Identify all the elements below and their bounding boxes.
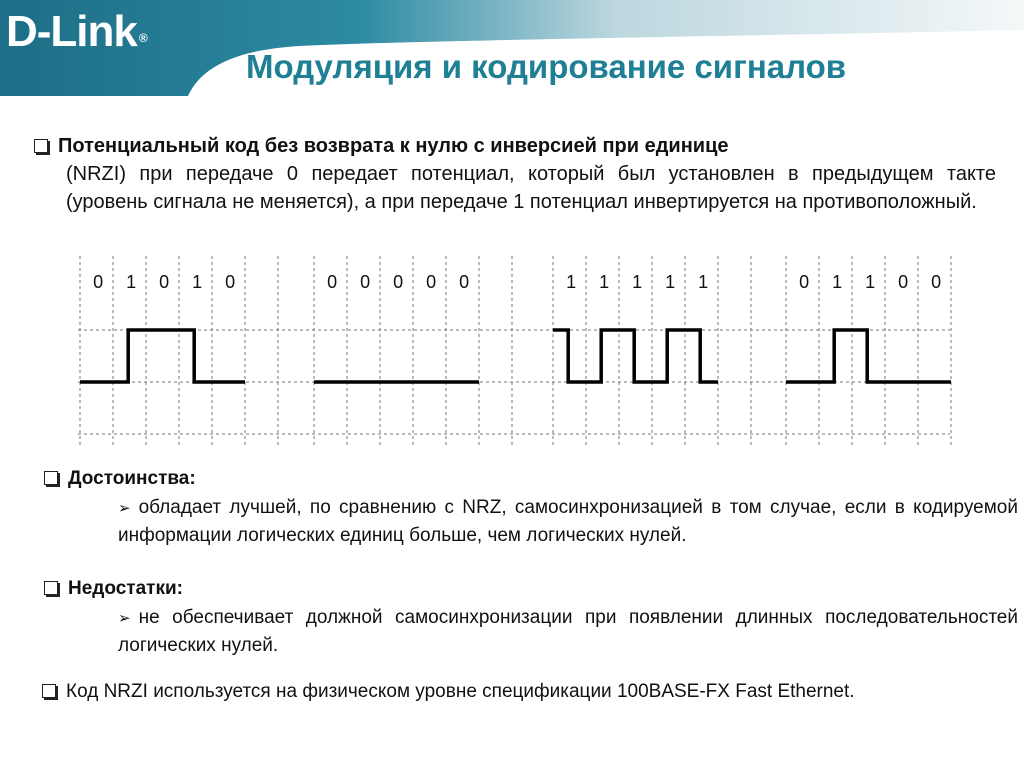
bit-label: 1 (632, 272, 643, 292)
checkbox-bullet-icon (44, 471, 58, 485)
intro-body: (NRZI) при передаче 0 передает потенциал, который был установлен в предыдущем такте (уровень сигнала не меняется), а при передаче 1 потенциал инвертируется на противоположный. (66, 163, 996, 213)
signal-waveform (80, 330, 245, 382)
disadvantages-heading (44, 578, 183, 600)
advantages-item (118, 494, 1018, 549)
bit-label: 1 (698, 272, 709, 292)
registered-mark: ® (138, 31, 147, 45)
bit-label: 0 (799, 272, 810, 292)
d-link-logo (6, 6, 147, 58)
signal-waveform (553, 330, 718, 382)
bit-label: 1 (665, 272, 676, 292)
checkbox-bullet-icon (42, 684, 56, 698)
advantages-heading (44, 468, 196, 490)
bit-label: 1 (865, 272, 876, 292)
bit-label: 1 (126, 272, 137, 292)
slide-title: Модуляция и кодирование сигналов (246, 48, 847, 85)
arrow-bullet-icon: ➢ (118, 500, 131, 517)
bit-label: 0 (898, 272, 909, 292)
footer-text: Код NRZI используется на физическом уровне спецификации 100BASE-FX Fast Ethernet. (66, 681, 855, 702)
bit-label: 0 (426, 272, 437, 292)
checkbox-bullet-icon (34, 139, 48, 153)
disadvantages-item (118, 604, 1018, 659)
nrzi-diagram (0, 250, 1024, 470)
intro-paragraph (34, 132, 996, 216)
bit-label: 0 (159, 272, 170, 292)
advantages-item-text: обладает лучшей, по сравнению с NRZ, самосинхронизацией в том случае, если в кодируемой информации логических единиц больше, чем логических нулей. (118, 497, 1018, 546)
bit-label: 0 (327, 272, 338, 292)
arrow-bullet-icon: ➢ (118, 610, 131, 627)
intro-lead: Потенциальный код без возврата к нулю с инверсией при единице (58, 135, 729, 157)
footer-note (42, 678, 1017, 705)
bit-label: 1 (566, 272, 577, 292)
bit-label: 0 (393, 272, 404, 292)
logo-text: D-Link (6, 7, 137, 56)
bit-label: 1 (832, 272, 843, 292)
advantages-heading-text: Достоинства: (68, 468, 196, 489)
disadvantages-heading-text: Недостатки: (68, 578, 183, 599)
bit-label: 0 (225, 272, 236, 292)
disadvantages-item-text: не обеспечивает должной самосинхронизации при появлении длинных последовательностей логических нулей. (118, 607, 1018, 656)
bit-label: 0 (360, 272, 371, 292)
bit-label: 0 (459, 272, 470, 292)
bit-label: 1 (599, 272, 610, 292)
checkbox-bullet-icon (44, 581, 58, 595)
bit-label: 0 (93, 272, 104, 292)
signal-waveform (786, 330, 951, 382)
bit-label: 1 (192, 272, 203, 292)
bit-label: 0 (931, 272, 942, 292)
